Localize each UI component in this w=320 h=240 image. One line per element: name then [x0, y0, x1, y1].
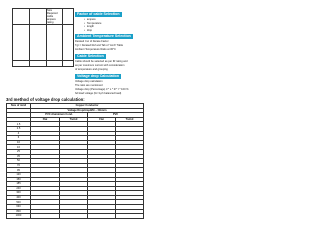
table-cell [60, 214, 88, 219]
ambient-line: Tgt = Derated Ref and Tab of “Amb” Table [75, 44, 124, 47]
heading-cable-selection: Cable Selection [77, 54, 104, 58]
ambient-line: Ambient Temperature Ratio at 30°C [75, 48, 116, 51]
table-cell: 70 [7, 163, 31, 168]
grid-cell [47, 25, 63, 61]
table-cell: 16 [7, 145, 31, 150]
table-cell: 10 [7, 140, 31, 145]
header-cell: Flat [31, 117, 60, 122]
grid-cell [47, 61, 63, 67]
table-body [7, 122, 144, 218]
table-cell: 185 [7, 182, 31, 187]
grid-cell [30, 25, 47, 61]
header-cell: Size of mm2 [7, 104, 31, 109]
list-item: • length [84, 25, 101, 29]
header-cell: PVC Aluminium Cond. [31, 113, 88, 118]
table-cell: 35 [7, 154, 31, 159]
table-cell: 1.5 [7, 122, 31, 127]
voltage-drop-line: full load voltage (for 3-ph balanced load) [75, 92, 122, 95]
cable-selection-line: as per maximum current with consideration [75, 64, 125, 67]
voltage-drop-line: The ratio are mentioned [75, 84, 103, 87]
cable-selection-line: Cable should be selected as per IR rating and [75, 60, 128, 63]
header-cell: Trefoil [60, 117, 88, 122]
section-title: 3rd method of voltage drop calculation: [6, 97, 85, 102]
table-cell: 2.5 [7, 126, 31, 131]
table-cell: 95 [7, 168, 31, 173]
heading-cable-selection-factor: Factor of cable Selection [77, 12, 120, 16]
header-cell: Voltage Drop/Amp/Mtr – Ohm/m [31, 108, 144, 113]
table-cell [116, 214, 144, 219]
header-cell: Flat [88, 117, 116, 122]
table-cell [31, 214, 60, 219]
grid-cell [63, 9, 74, 25]
table-cell: 800 [7, 209, 31, 214]
grid-cell [30, 61, 47, 67]
grid-cell [63, 25, 74, 61]
cable-factor-list [84, 18, 101, 32]
document-page [0, 0, 149, 218]
left-grid [12, 8, 74, 67]
table-cell: 500 [7, 200, 31, 205]
voltage-drop-table [6, 103, 144, 219]
table-cell: 240 [7, 186, 31, 191]
heading-voltage-drop: Voltage drop Calculation [77, 74, 120, 78]
grid-cell: Size Required cable ampere rating [47, 9, 63, 25]
table-cell: 25 [7, 149, 31, 154]
cable-selection-line: of temperature and grouping [75, 68, 108, 71]
voltage-drop-line: Voltage drop calculation [75, 80, 103, 83]
table-cell: 4 [7, 131, 31, 136]
heading-ambient-temperature: Ambient Temperature Selection [77, 34, 131, 38]
header-cell: Copper Conductor [31, 104, 144, 109]
ambient-line: Derated Cur of Derate Factor [75, 40, 109, 43]
table-cell: 400 [7, 195, 31, 200]
list-item: • Temperature [84, 22, 101, 26]
grid-cell [13, 61, 30, 67]
grid-cell [13, 9, 30, 25]
table-cell: 6 [7, 136, 31, 141]
grid-cell [13, 25, 30, 61]
table-cell: 150 [7, 177, 31, 182]
table-cell [88, 214, 116, 219]
grid-cell [63, 61, 74, 67]
voltage-drop-line: Voltage drop (Percentage) 3 * L * R * I * 100 % [75, 88, 129, 91]
table-cell: 630 [7, 205, 31, 210]
table-cell: 1000 [7, 214, 31, 219]
header-cell: Trefoil [116, 117, 144, 122]
table-row [7, 214, 144, 219]
header-cell: PVC [88, 113, 144, 118]
grid-cell [30, 9, 47, 25]
list-item: • ampere [84, 18, 101, 22]
table-cell: 120 [7, 172, 31, 177]
table-cell: 300 [7, 191, 31, 196]
table-cell: 50 [7, 159, 31, 164]
list-item: • drop [84, 29, 101, 33]
